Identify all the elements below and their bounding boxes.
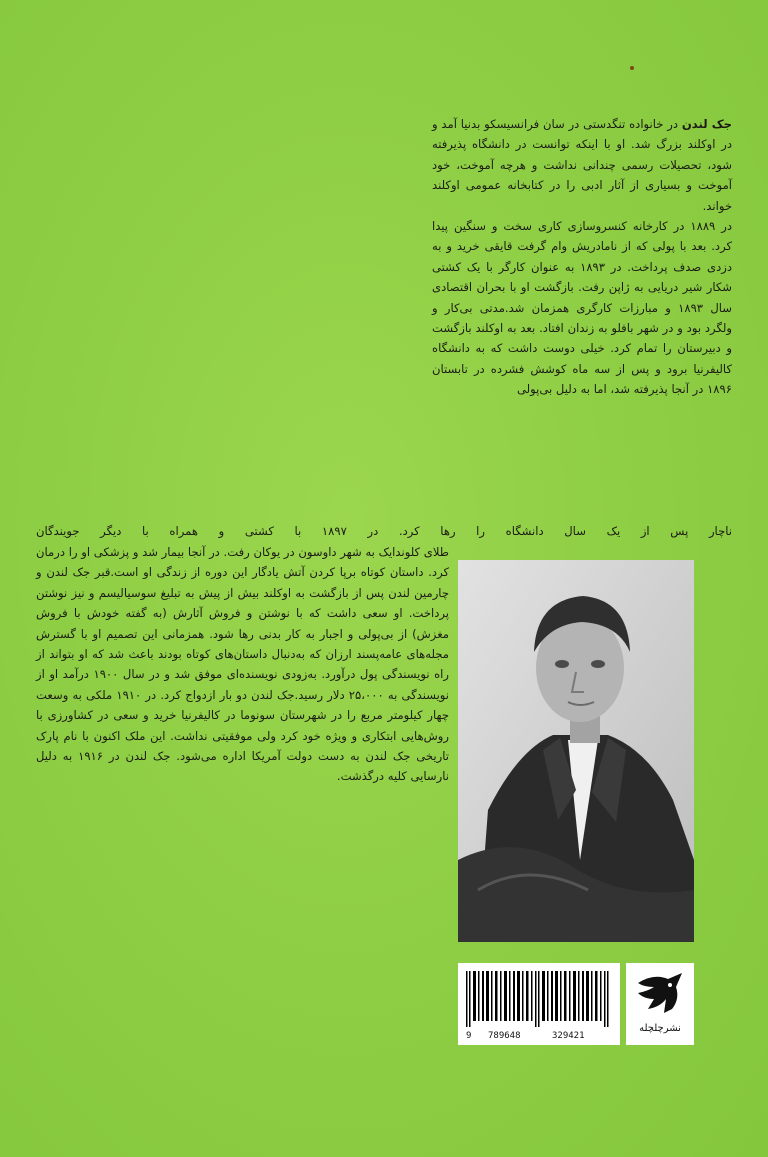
bio-text-top xyxy=(432,114,732,400)
bio-text-bottom: طلای کلوندایک به شهر داوسون در یوکان رفت. در آنجا بیمار شد و پزشکی او را درمان کرد. داستان کوتاه برپا کردن آتش یادگار این دوره از زندگی او است.قبر جک لندن و چارمین لندن پس از بازگشت به اوکلند بیش از پیش به تبلیغ سوسیالیسم و نیز نوشتن پرداخت. او سعی داشت که با نوشتن و فروش آثارش (به گفته خودش با فروش مغزش) از بی‌پولی و اجبار به کار بدنی رها شود. همزمانی این تصمیم او با گسترش مجله‌های عامه‌پسند ارزان که به‌دنبال داستان‌های کوتاه بودند باعث شد که او بتواند از راه نویسندگی پول درآورد. به‌زودی نویسنده‌ای موفق شد و در سال ۱۹۰۰ درآمد او از نویسندگی به ۲۵،۰۰۰ دلار رسید.جک لندن دو بار ازدواج کرد. در ۱۹۱۰ ملکی به وسعت چهار کیلومتر مربع را در شهرستان سونوما در کالیفرنیا خرید و سعی در کشاورزی با روش‌هایی ابتکاری و ویژه خود کرد ولی موفقیتی نداشت. این ملک اکنون با نام پارک تاریخی جک لندن به دست دولت آمریکا اداره می‌شود. جک لندن در ۱۹۱۶ به دلیل نارسایی کلیه درگذشت. xyxy=(36,545,450,784)
bio-paragraph-1-text: در خانواده تنگدستی در سان فرانسیسکو بدنیا آمد و در اوکلند بزرگ شد. او با اینکه توانست در دانشگاه پذیرفته شود، تحصیلات رسمی چندانی نداشت و هرچه آموخت، خود آموخت و بسیاری از آثار ادبی را در کتابخانه عمومی اوکلند خواند. xyxy=(432,117,732,213)
bio-text-wide-line: ناچار پس از یک سال دانشگاه را رها کرد. در ۱۸۹۷ با کشتی و همراه با دیگر جویندگان xyxy=(36,524,732,538)
barcode-bars xyxy=(464,971,614,1027)
publisher-name: نشرچلچله xyxy=(639,1023,681,1034)
print-speck xyxy=(630,66,634,70)
barcode-digits-right: 329421 xyxy=(552,1031,585,1041)
author-portrait xyxy=(458,560,694,942)
barcode-digit-left: 9 xyxy=(466,1031,472,1041)
bio-paragraph-2: در ۱۸۸۹ در کارخانه کنسروسازی کاری سخت و سنگین پیدا کرد. بعد با پولی که از نامادریش وام گرفت قایقی خرید و به دزدی صدف پرداخت. در ۱۸۹۳ به عنوان کارگر با یک کشتی شکار شیر دریایی به ژاپن رفت. بازگشت او با بحران اقتصادی سال ۱۸۹۳ و مبارزات کارگری همزمان شد.مدتی بی‌کار و ولگرد بود و در شهر بافلو به زندان افتاد. بعد به اوکلند بازگشت و دبیرستان را تمام کرد. خیلی دوست داشت که به دانشگاه کالیفرنیا برود و پس از سه ماه کوشش فشرده در تابستان ۱۸۹۶ در آنجا پذیرفته شد، اما به دلیل بی‌پولی xyxy=(432,219,732,397)
author-name: جک لندن xyxy=(681,117,732,131)
barcode-digits-mid: 789648 xyxy=(488,1031,521,1041)
barcode xyxy=(458,963,620,1045)
bio-paragraph-1 xyxy=(432,114,732,216)
swallow-logo-icon xyxy=(634,969,686,1021)
publisher-box xyxy=(626,963,694,1045)
